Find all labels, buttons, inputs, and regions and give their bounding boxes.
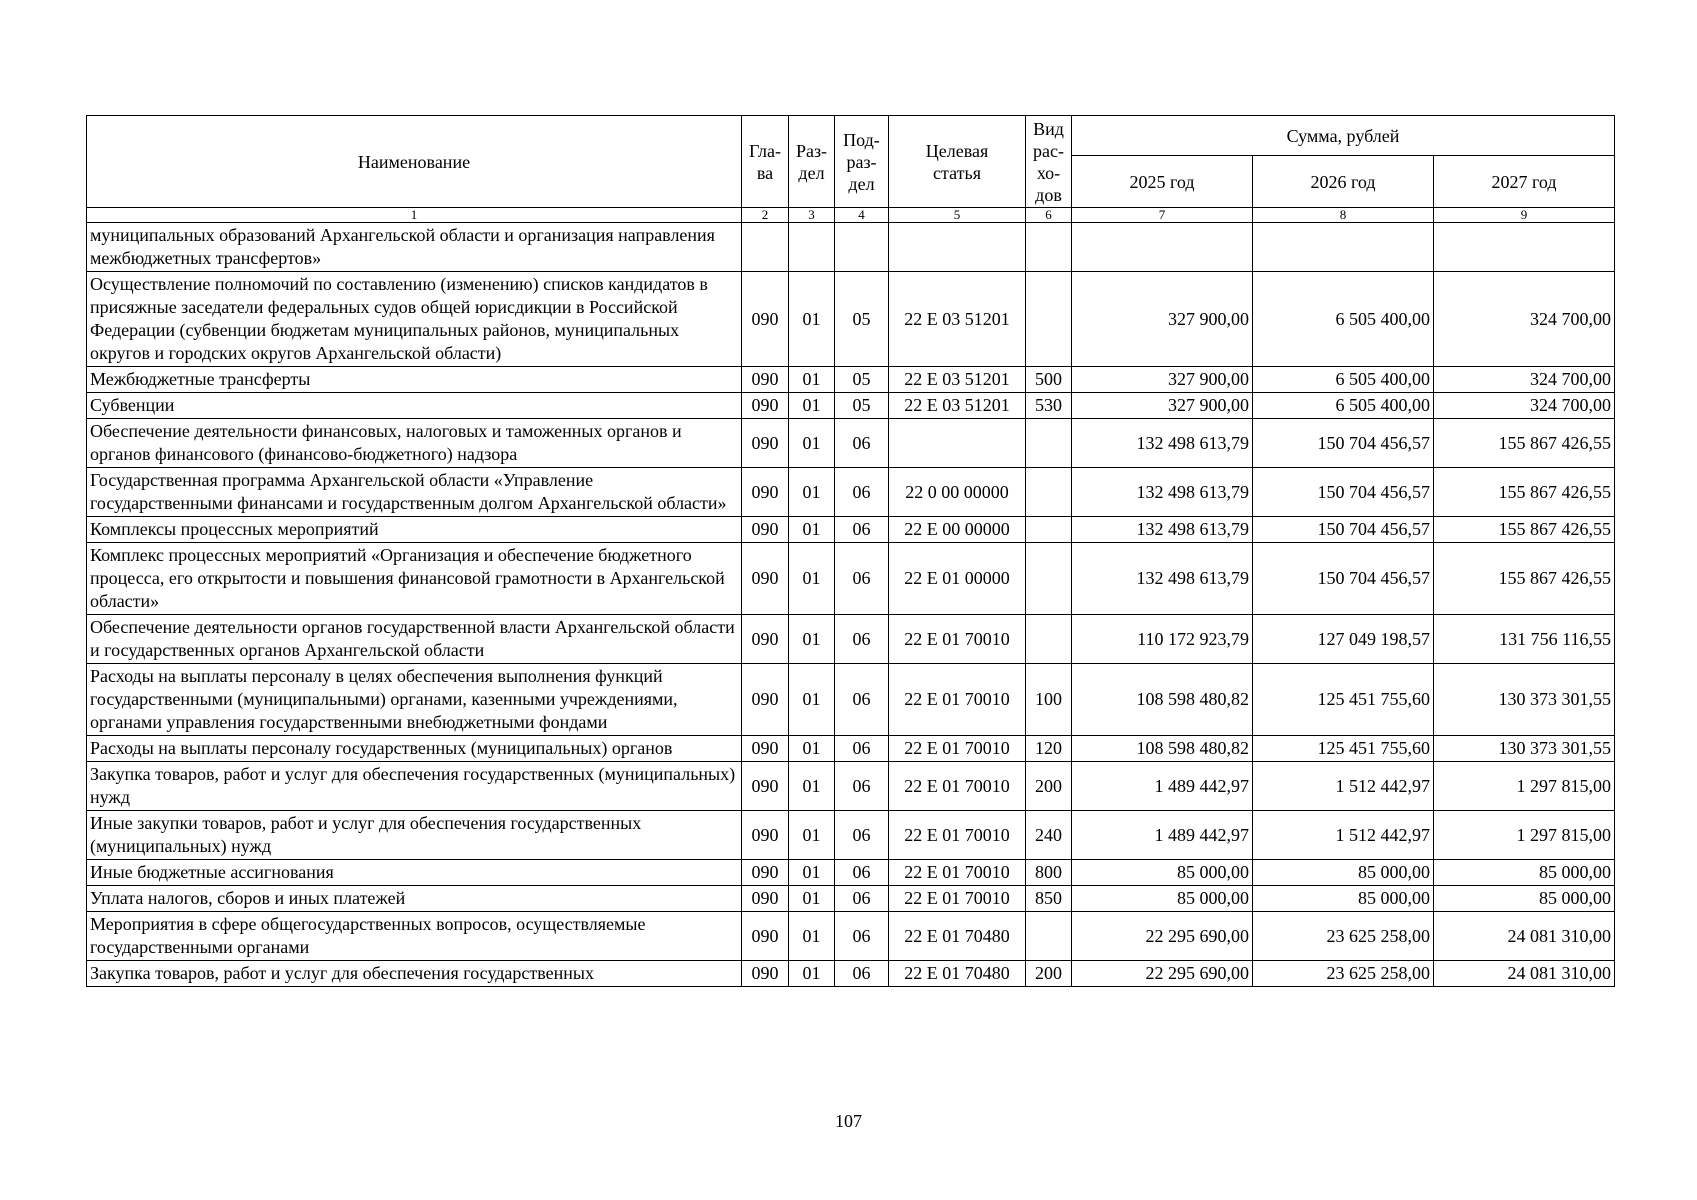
cell-y2027: 85 000,00 xyxy=(1434,886,1615,912)
cell-target: 22 Е 01 70480 xyxy=(889,961,1026,987)
column-index-row xyxy=(87,208,1615,223)
cell-glava: 090 xyxy=(742,762,789,811)
cell-y2026: 150 704 456,57 xyxy=(1253,543,1434,615)
cell-glava: 090 xyxy=(742,367,789,393)
cell-podrazdel: 06 xyxy=(835,419,889,468)
cell-podrazdel: 06 xyxy=(835,736,889,762)
cell-target: 22 Е 01 70010 xyxy=(889,615,1026,664)
table-row xyxy=(87,272,1615,367)
column-index-cell: 9 xyxy=(1434,208,1615,223)
table-row xyxy=(87,517,1615,543)
cell-target: 22 Е 03 51201 xyxy=(889,272,1026,367)
cell-y2027: 24 081 310,00 xyxy=(1434,912,1615,961)
cell-y2027: 155 867 426,55 xyxy=(1434,543,1615,615)
cell-y2026: 23 625 258,00 xyxy=(1253,961,1434,987)
cell-glava: 090 xyxy=(742,272,789,367)
column-index-cell: 5 xyxy=(889,208,1026,223)
header-2026: 2026 год xyxy=(1253,156,1434,208)
cell-razdel: 01 xyxy=(789,517,835,543)
cell-podrazdel: 06 xyxy=(835,886,889,912)
column-index-cell: 6 xyxy=(1026,208,1072,223)
cell-glava: 090 xyxy=(742,419,789,468)
cell-podrazdel: 06 xyxy=(835,762,889,811)
cell-razdel: 01 xyxy=(789,811,835,860)
cell-name: Обеспечение деятельности органов государственной власти Архангельской области и государственных органов Архангельской области xyxy=(87,615,742,664)
cell-y2026: 125 451 755,60 xyxy=(1253,736,1434,762)
cell-target: 22 Е 03 51201 xyxy=(889,393,1026,419)
table-row xyxy=(87,223,1615,272)
cell-razdel xyxy=(789,223,835,272)
table-row xyxy=(87,912,1615,961)
cell-vid: 200 xyxy=(1026,762,1072,811)
cell-razdel: 01 xyxy=(789,912,835,961)
cell-razdel: 01 xyxy=(789,393,835,419)
header-2025: 2025 год xyxy=(1072,156,1253,208)
cell-y2025: 108 598 480,82 xyxy=(1072,664,1253,736)
cell-target: 22 0 00 00000 xyxy=(889,468,1026,517)
cell-podrazdel: 05 xyxy=(835,272,889,367)
cell-podrazdel: 06 xyxy=(835,860,889,886)
cell-razdel: 01 xyxy=(789,615,835,664)
cell-y2027: 324 700,00 xyxy=(1434,272,1615,367)
cell-name: муниципальных образований Архангельской области и организация направления межбюджетных трансфертов» xyxy=(87,223,742,272)
cell-podrazdel xyxy=(835,223,889,272)
cell-y2027: 155 867 426,55 xyxy=(1434,419,1615,468)
cell-glava: 090 xyxy=(742,615,789,664)
cell-y2026: 1 512 442,97 xyxy=(1253,762,1434,811)
cell-razdel: 01 xyxy=(789,468,835,517)
cell-y2025: 108 598 480,82 xyxy=(1072,736,1253,762)
cell-podrazdel: 06 xyxy=(835,912,889,961)
cell-y2026: 23 625 258,00 xyxy=(1253,912,1434,961)
cell-vid xyxy=(1026,615,1072,664)
cell-vid: 800 xyxy=(1026,860,1072,886)
table-row xyxy=(87,736,1615,762)
cell-y2025: 1 489 442,97 xyxy=(1072,762,1253,811)
cell-razdel: 01 xyxy=(789,272,835,367)
header-row xyxy=(87,116,1615,156)
table-row xyxy=(87,762,1615,811)
cell-target xyxy=(889,223,1026,272)
header-sum: Сумма, рублей xyxy=(1072,116,1615,156)
cell-y2027: 85 000,00 xyxy=(1434,860,1615,886)
cell-y2025: 110 172 923,79 xyxy=(1072,615,1253,664)
cell-vid: 850 xyxy=(1026,886,1072,912)
cell-y2026: 6 505 400,00 xyxy=(1253,367,1434,393)
cell-vid: 240 xyxy=(1026,811,1072,860)
cell-razdel: 01 xyxy=(789,961,835,987)
cell-razdel: 01 xyxy=(789,886,835,912)
table-row xyxy=(87,961,1615,987)
cell-target: 22 Е 01 70010 xyxy=(889,736,1026,762)
cell-target: 22 Е 01 70010 xyxy=(889,762,1026,811)
cell-podrazdel: 06 xyxy=(835,961,889,987)
cell-glava: 090 xyxy=(742,886,789,912)
cell-name: Уплата налогов, сборов и иных платежей xyxy=(87,886,742,912)
table-row xyxy=(87,886,1615,912)
cell-razdel: 01 xyxy=(789,367,835,393)
cell-vid xyxy=(1026,543,1072,615)
cell-podrazdel: 06 xyxy=(835,811,889,860)
cell-y2027: 1 297 815,00 xyxy=(1434,811,1615,860)
table-body xyxy=(87,223,1615,987)
cell-name: Межбюджетные трансферты xyxy=(87,367,742,393)
cell-y2025: 327 900,00 xyxy=(1072,272,1253,367)
cell-target: 22 Е 01 70010 xyxy=(889,860,1026,886)
cell-vid: 530 xyxy=(1026,393,1072,419)
table-row xyxy=(87,860,1615,886)
cell-y2026: 127 049 198,57 xyxy=(1253,615,1434,664)
cell-glava: 090 xyxy=(742,468,789,517)
table-row xyxy=(87,811,1615,860)
cell-y2027 xyxy=(1434,223,1615,272)
cell-podrazdel: 05 xyxy=(835,393,889,419)
cell-y2026: 6 505 400,00 xyxy=(1253,393,1434,419)
page-number: 107 xyxy=(835,1111,862,1131)
cell-name: Субвенции xyxy=(87,393,742,419)
cell-y2025: 132 498 613,79 xyxy=(1072,419,1253,468)
table-row xyxy=(87,393,1615,419)
cell-y2026: 1 512 442,97 xyxy=(1253,811,1434,860)
cell-y2025: 22 295 690,00 xyxy=(1072,961,1253,987)
cell-y2026: 150 704 456,57 xyxy=(1253,419,1434,468)
cell-y2027: 130 373 301,55 xyxy=(1434,664,1615,736)
column-index-cell: 7 xyxy=(1072,208,1253,223)
cell-name: Расходы на выплаты персоналу государственных (муниципальных) органов xyxy=(87,736,742,762)
header-razdel: Раз- дел xyxy=(789,116,835,208)
cell-target: 22 Е 01 00000 xyxy=(889,543,1026,615)
cell-vid: 120 xyxy=(1026,736,1072,762)
cell-razdel: 01 xyxy=(789,860,835,886)
cell-glava: 090 xyxy=(742,860,789,886)
cell-glava: 090 xyxy=(742,393,789,419)
cell-y2026: 6 505 400,00 xyxy=(1253,272,1434,367)
cell-y2025: 327 900,00 xyxy=(1072,393,1253,419)
budget-table-container xyxy=(86,115,1614,987)
cell-podrazdel: 06 xyxy=(835,468,889,517)
cell-y2027: 24 081 310,00 xyxy=(1434,961,1615,987)
table-row xyxy=(87,615,1615,664)
cell-y2025: 327 900,00 xyxy=(1072,367,1253,393)
cell-podrazdel: 06 xyxy=(835,517,889,543)
cell-y2027: 324 700,00 xyxy=(1434,393,1615,419)
header-glava: Гла- ва xyxy=(742,116,789,208)
cell-name: Иные закупки товаров, работ и услуг для обеспечения государственных (муниципальных) нужд xyxy=(87,811,742,860)
cell-podrazdel: 06 xyxy=(835,615,889,664)
table-row xyxy=(87,543,1615,615)
cell-name: Комплекс процессных мероприятий «Организация и обеспечение бюджетного процесса, его открытости и повышения финансовой грамотности в Архангельской области» xyxy=(87,543,742,615)
cell-y2026: 85 000,00 xyxy=(1253,886,1434,912)
cell-podrazdel: 06 xyxy=(835,543,889,615)
cell-name: Закупка товаров, работ и услуг для обеспечения государственных xyxy=(87,961,742,987)
cell-y2027: 1 297 815,00 xyxy=(1434,762,1615,811)
cell-target: 22 Е 01 70480 xyxy=(889,912,1026,961)
cell-vid: 100 xyxy=(1026,664,1072,736)
cell-y2027: 130 373 301,55 xyxy=(1434,736,1615,762)
cell-y2026: 150 704 456,57 xyxy=(1253,517,1434,543)
cell-y2025: 132 498 613,79 xyxy=(1072,468,1253,517)
budget-table xyxy=(86,115,1615,987)
column-index-cell: 3 xyxy=(789,208,835,223)
cell-vid xyxy=(1026,272,1072,367)
cell-y2027: 155 867 426,55 xyxy=(1434,517,1615,543)
cell-vid xyxy=(1026,419,1072,468)
cell-target xyxy=(889,419,1026,468)
cell-target: 22 Е 01 70010 xyxy=(889,664,1026,736)
cell-glava: 090 xyxy=(742,811,789,860)
header-podrazdel: Под- раз- дел xyxy=(835,116,889,208)
table-row xyxy=(87,419,1615,468)
cell-razdel: 01 xyxy=(789,543,835,615)
cell-y2025: 1 489 442,97 xyxy=(1072,811,1253,860)
cell-y2026: 150 704 456,57 xyxy=(1253,468,1434,517)
cell-razdel: 01 xyxy=(789,736,835,762)
cell-y2026 xyxy=(1253,223,1434,272)
cell-y2025: 132 498 613,79 xyxy=(1072,543,1253,615)
cell-vid: 200 xyxy=(1026,961,1072,987)
cell-glava: 090 xyxy=(742,961,789,987)
column-index-cell: 1 xyxy=(87,208,742,223)
cell-y2025: 132 498 613,79 xyxy=(1072,517,1253,543)
cell-name: Расходы на выплаты персоналу в целях обеспечения выполнения функций государственными (муниципальными) органами, казенными учреждениями, органами управления государственными внебюджетными фондами xyxy=(87,664,742,736)
cell-name: Закупка товаров, работ и услуг для обеспечения государственных (муниципальных) нужд xyxy=(87,762,742,811)
header-name: Наименование xyxy=(87,116,742,208)
cell-razdel: 01 xyxy=(789,664,835,736)
cell-glava xyxy=(742,223,789,272)
cell-target: 22 Е 01 70010 xyxy=(889,886,1026,912)
cell-razdel: 01 xyxy=(789,419,835,468)
cell-glava: 090 xyxy=(742,517,789,543)
cell-y2025: 85 000,00 xyxy=(1072,860,1253,886)
cell-vid xyxy=(1026,912,1072,961)
cell-vid xyxy=(1026,223,1072,272)
table-row xyxy=(87,664,1615,736)
cell-y2027: 131 756 116,55 xyxy=(1434,615,1615,664)
cell-y2026: 125 451 755,60 xyxy=(1253,664,1434,736)
table-row xyxy=(87,468,1615,517)
cell-glava: 090 xyxy=(742,912,789,961)
cell-vid: 500 xyxy=(1026,367,1072,393)
cell-podrazdel: 05 xyxy=(835,367,889,393)
cell-name: Комплексы процессных мероприятий xyxy=(87,517,742,543)
cell-razdel: 01 xyxy=(789,762,835,811)
cell-y2025: 22 295 690,00 xyxy=(1072,912,1253,961)
cell-y2027: 324 700,00 xyxy=(1434,367,1615,393)
cell-podrazdel: 06 xyxy=(835,664,889,736)
cell-name: Осуществление полномочий по составлению (изменению) списков кандидатов в присяжные заседатели федеральных судов общей юрисдикции в Российской Федерации (субвенции бюджетам муниципальных районов, муниципальных округов и городских округов Архангельской области) xyxy=(87,272,742,367)
cell-name: Обеспечение деятельности финансовых, налоговых и таможенных органов и органов финансового (финансово-бюджетного) надзора xyxy=(87,419,742,468)
header-vid: Вид рас- хо- дов xyxy=(1026,116,1072,208)
cell-name: Государственная программа Архангельской области «Управление государственными финансами и государственным долгом Архангельской области» xyxy=(87,468,742,517)
table-row xyxy=(87,367,1615,393)
header-target: Целевая статья xyxy=(889,116,1026,208)
header-2027: 2027 год xyxy=(1434,156,1615,208)
cell-glava: 090 xyxy=(742,664,789,736)
cell-vid xyxy=(1026,517,1072,543)
column-index-cell: 4 xyxy=(835,208,889,223)
cell-y2025: 85 000,00 xyxy=(1072,886,1253,912)
column-index-cell: 8 xyxy=(1253,208,1434,223)
cell-name: Иные бюджетные ассигнования xyxy=(87,860,742,886)
cell-y2025 xyxy=(1072,223,1253,272)
cell-y2026: 85 000,00 xyxy=(1253,860,1434,886)
cell-target: 22 Е 00 00000 xyxy=(889,517,1026,543)
cell-name: Мероприятия в сфере общегосударственных вопросов, осуществляемые государственными органами xyxy=(87,912,742,961)
cell-target: 22 Е 01 70010 xyxy=(889,811,1026,860)
cell-vid xyxy=(1026,468,1072,517)
cell-glava: 090 xyxy=(742,736,789,762)
column-index-cell: 2 xyxy=(742,208,789,223)
cell-target: 22 Е 03 51201 xyxy=(889,367,1026,393)
cell-glava: 090 xyxy=(742,543,789,615)
cell-y2027: 155 867 426,55 xyxy=(1434,468,1615,517)
